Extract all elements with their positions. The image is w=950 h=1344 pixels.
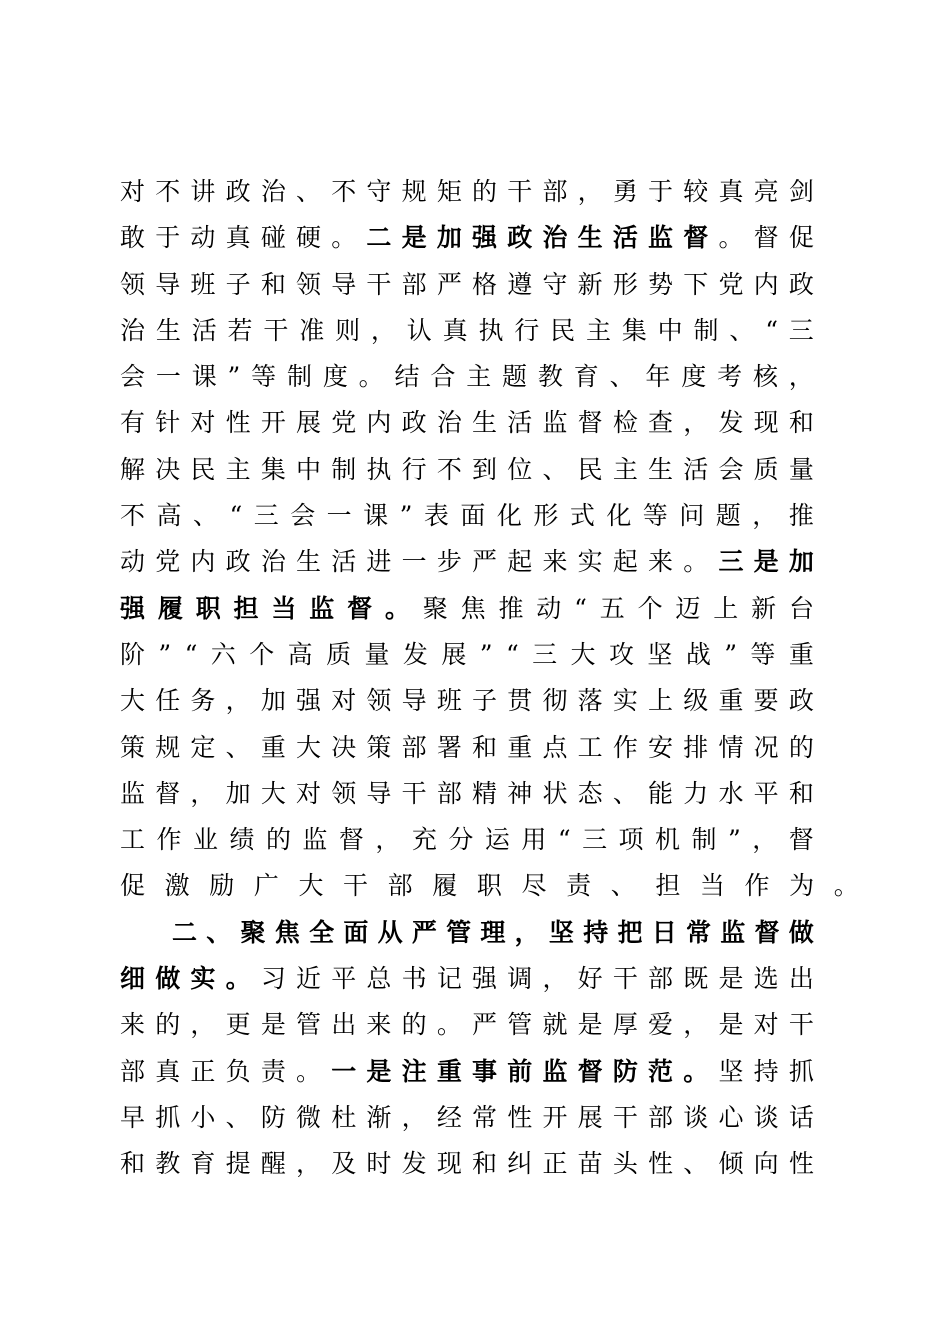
text-line: 解 决 民 主 集 中 制 执 行 不 到 位 、 民 主 生 活 会 质 量 <box>120 454 814 484</box>
text-line: 领 导 班 子 和 领 导 干 部 严 格 遵 守 新 形 势 下 党 内 政 <box>120 269 814 299</box>
text-line: 来 的 ， 更 是 管 出 来 的 。 严 管 就 是 厚 爱 ， 是 对 干 <box>120 1010 814 1040</box>
text-line: 和 教 育 提 醒 ， 及 时 发 现 和 纠 正 苗 头 性 、 倾 向 性 <box>120 1149 814 1179</box>
text-line: 细 做 实 。 习 近 平 总 书 记 强 调 ， 好 干 部 既 是 选 出 <box>120 964 814 994</box>
text-line: 对 不 讲 政 治 、 不 守 规 矩 的 干 部 ， 勇 于 较 真 亮 剑 <box>120 177 814 206</box>
text-line: 早 抓 小 、 防 微 杜 渐 ， 经 常 性 开 展 干 部 谈 心 谈 话 <box>120 1102 814 1132</box>
text-line: 动 党 内 政 治 生 活 进 一 步 严 起 来 实 起 来 。 三 是 加 <box>120 547 814 577</box>
text-line: 阶 ” “ 六 个 高 质 量 发 展 ” “ 三 大 攻 坚 战 ” 等 重 <box>120 639 814 669</box>
text-line: 敢 于 动 真 碰 硬 。 二 是 加 强 政 治 生 活 监 督 。 督 促 <box>120 223 814 253</box>
text-line: 部 真 正 负 责 。 一 是 注 重 事 前 监 督 防 范 。 坚 持 抓 <box>120 1056 814 1086</box>
text-line: 强 履 职 担 当 监 督 。 聚 焦 推 动 “ 五 个 迈 上 新 台 <box>120 593 814 623</box>
text-line: 二 、 聚 焦 全 面 从 严 管 理 ， 坚 持 把 日 常 监 督 做 <box>172 917 814 947</box>
text-line: 促 激 励 广 大 干 部 履 职 尽 责 、 担 当 作 为 。 <box>120 871 859 901</box>
text-line: 大 任 务 ， 加 强 对 领 导 班 子 贯 彻 落 实 上 级 重 要 政 <box>120 686 814 716</box>
text-line: 有 针 对 性 开 展 党 内 政 治 生 活 监 督 检 查 ， 发 现 和 <box>120 408 814 438</box>
text-line: 监 督 ， 加 大 对 领 导 干 部 精 神 状 态 、 能 力 水 平 和 <box>120 778 814 808</box>
text-line: 会 一 课 ” 等 制 度 。 结 合 主 题 教 育 、 年 度 考 核 ， <box>120 362 814 392</box>
text-line: 治 生 活 若 干 准 则 ， 认 真 执 行 民 主 集 中 制 、 “ 三 <box>120 315 814 345</box>
text-line: 不 高 、 “ 三 会 一 课 ” 表 面 化 形 式 化 等 问 题 ， 推 <box>120 501 814 531</box>
body-text <box>120 169 859 1188</box>
text-line: 工 作 业 绩 的 监 督 ， 充 分 运 用 “ 三 项 机 制 ” ， 督 <box>120 825 814 855</box>
text-line: 策 规 定 、 重 大 决 策 部 署 和 重 点 工 作 安 排 情 况 的 <box>120 732 814 762</box>
